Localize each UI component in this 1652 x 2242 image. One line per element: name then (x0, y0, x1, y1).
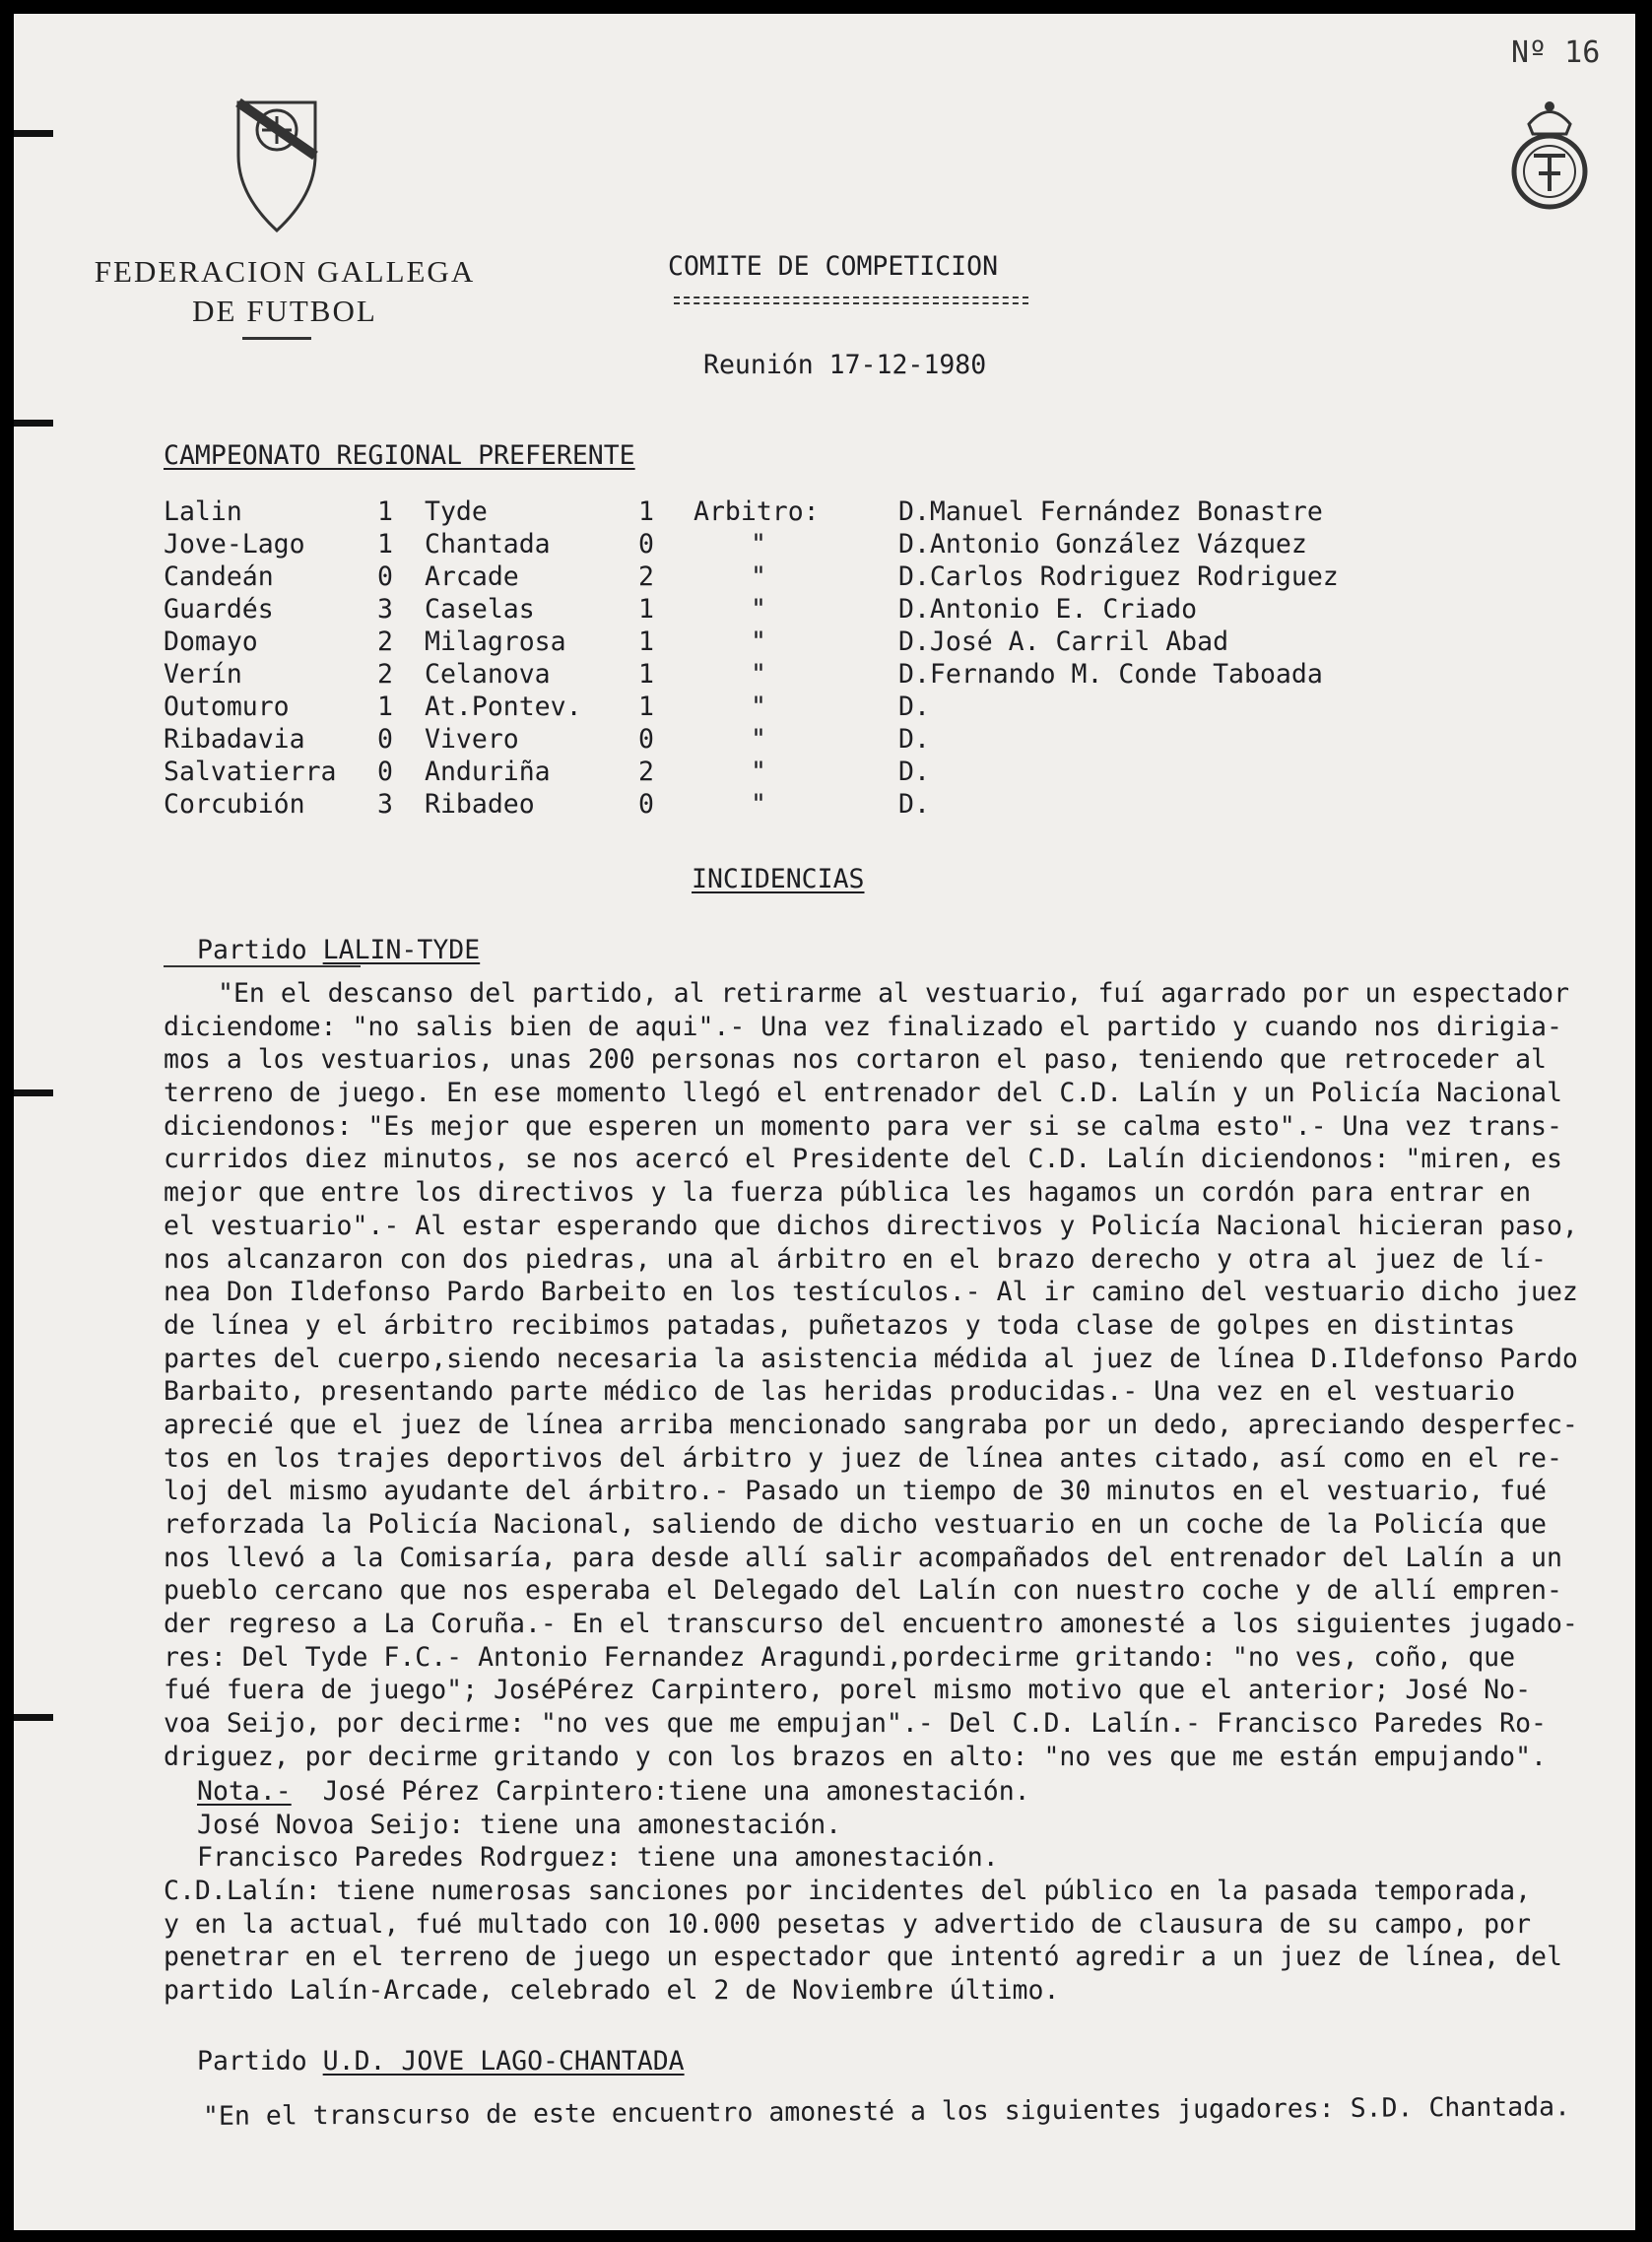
referee-label: " (751, 594, 766, 625)
result-row (164, 626, 1339, 659)
referee-label: Arbitro: (694, 496, 820, 527)
result-row (164, 659, 1339, 692)
note-line: José Novoa Seijo: tiene una amonestación. (197, 1809, 842, 1840)
text-line: Barbaito, presentando parte médico de las heridas producidas.- Una vez en el vestuario (164, 1376, 1516, 1408)
binder-hole-mark (14, 420, 53, 427)
home-team: Corcubión (164, 789, 305, 820)
federation-crest-icon (232, 97, 321, 238)
away-score: 1 (638, 626, 654, 657)
away-team: Arcade (425, 561, 519, 592)
referee-name: D. (898, 757, 930, 787)
away-team: Anduriña (425, 757, 551, 787)
referee-label: " (751, 561, 766, 592)
note-block (197, 1775, 1030, 1875)
royal-federation-crest-icon (1509, 95, 1590, 217)
match2-report-line: "En el transcurso de este encuentro amonesté a los siguientes jugadores: S.D. Chantada. (202, 2091, 1571, 2132)
home-team: Lalin (164, 496, 242, 527)
referee-label: " (751, 626, 766, 657)
text-line: de línea y el árbitro recibimos patadas, puñetazos y toda clase de golpes en distintas (164, 1309, 1516, 1341)
result-row (164, 529, 1339, 561)
text-line: C.D.Lalín: tiene numerosas sanciones por incidentes del público en la pasada temporada, (164, 1876, 1532, 1906)
text-line: voa Seijo, por decirme: "no ves que me empujan".- Del C.D. Lalín.- Francisco Paredes Ro- (164, 1708, 1547, 1740)
referee-name: D.Antonio E. Criado (898, 594, 1198, 625)
referee-label: " (751, 724, 766, 755)
referee-name: D.Manuel Fernández Bonastre (898, 496, 1323, 527)
result-row (164, 789, 1339, 822)
text-line: nos alcanzaron con dos piedras, una al árbitro en el brazo derecho y otra al juez de lí- (164, 1243, 1547, 1275)
text-line: partes del cuerpo,siendo necesaria la asistencia médida al juez de línea D.Ildefonso Pardo (164, 1343, 1578, 1374)
match2-heading: Partido U.D. JOVE LAGO-CHANTADA (197, 2046, 685, 2077)
away-score: 2 (638, 561, 654, 592)
home-score: 3 (377, 594, 393, 625)
club-sanctions (164, 1875, 1562, 2008)
text-line: partido Lalín-Arcade, celebrado el 2 de Noviembre último. (164, 1975, 1060, 2007)
home-team: Guardés (164, 594, 274, 625)
text-line: reforzada la Policía Nacional, saliendo de dicho vestuario en un coche de la Policía que (164, 1509, 1547, 1540)
result-row (164, 692, 1339, 724)
document-page (14, 14, 1635, 2230)
result-row (164, 757, 1339, 789)
text-line: res: Del Tyde F.C.- Antonio Fernandez Aragundi,pordecirme gritando: "no ves, coño, que (164, 1641, 1516, 1673)
match1-heading: Partido LALIN-TYDE (197, 935, 481, 965)
home-team: Outomuro (164, 692, 290, 722)
text-line: loj del mismo ayudante del árbitro.- Pasado un tiempo de 30 minutos en el vestuario, fué (164, 1476, 1547, 1507)
away-team: Caselas (425, 594, 535, 625)
binder-hole-mark (14, 1089, 53, 1096)
home-score: 1 (377, 496, 393, 527)
text-line: diciendonos: "Es mejor que esperen un momento para ver si se calma esto".- Una vez trans- (164, 1110, 1562, 1142)
text-line: penetrar en el terreno de juego un espectador que intentó agredir a un juez de línea, del (164, 1942, 1562, 1973)
text-line: nos llevó a la Comisaría, para desde allí salir acompañados del entrenador del Lalín a un (164, 1542, 1562, 1573)
away-team: Ribadeo (425, 789, 535, 820)
referee-label: " (751, 757, 766, 787)
home-team: Domayo (164, 626, 258, 657)
binder-hole-mark (14, 1714, 53, 1721)
note-line: Francisco Paredes Rodrguez: tiene una amonestación. (197, 1842, 999, 1874)
home-score: 0 (377, 757, 393, 787)
home-score: 0 (377, 724, 393, 755)
text-line: aprecié que el juez de línea arriba mencionado sangraba por un dedo, apreciando desperfec- (164, 1409, 1578, 1440)
referee-label: " (751, 692, 766, 722)
document-number: Nº 16 (1511, 35, 1601, 70)
text-line: tos en los trajes deportivos del árbitro y juez de línea antes citado, así como en el re- (164, 1442, 1562, 1474)
text-line: mos a los vestuarios, unas 200 personas nos cortaron el paso, teniendo que retroceder al (164, 1044, 1547, 1076)
text-line: pueblo cercano que nos esperaba el Delegado del Lalín con nuestro coche y de allí empren- (164, 1575, 1562, 1607)
referee-name: D. (898, 724, 930, 755)
home-score: 0 (377, 561, 393, 592)
referee-name: D.Fernando M. Conde Taboada (898, 659, 1323, 690)
championship-heading: CAMPEONATO REGIONAL PREFERENTE (164, 440, 635, 471)
text-line: nea Don Ildefonso Pardo Barbeito en los testículos.- Al ir camino del vestuario dicho juez (164, 1277, 1578, 1308)
referee-name: D.Antonio González Vázquez (898, 529, 1307, 560)
result-row (164, 594, 1339, 626)
referee-name: D.Carlos Rodriguez Rodriguez (898, 561, 1339, 592)
away-score: 1 (638, 692, 654, 722)
referee-label: " (751, 529, 766, 560)
text-line: mejor que entre los directivos y la fuerza pública les hagamos un cordón para entrar en (164, 1177, 1532, 1209)
results-table (164, 496, 1339, 822)
text-line: der regreso a La Coruña.- En el transcurso del encuentro amonesté a los siguientes jugado- (164, 1609, 1578, 1640)
text-line: terreno de juego. En ese momento llegó el entrenador del C.D. Lalín y un Policía Nacional (164, 1078, 1562, 1109)
text-line: curridos diez minutos, se nos acercó el Presidente del C.D. Lalín diciendonos: "miren, es (164, 1144, 1562, 1175)
text-line: "En el descanso del partido, al retirarme al vestuario, fuí agarrado por un espectador (218, 978, 1570, 1009)
incidents-heading: INCIDENCIAS (692, 864, 865, 894)
away-score: 0 (638, 529, 654, 560)
result-row (164, 724, 1339, 757)
home-score: 2 (377, 626, 393, 657)
home-team: Jove-Lago (164, 529, 305, 560)
text-line: fué fuera de juego"; JoséPérez Carpintero, porel mismo motivo que el anterior; José No- (164, 1675, 1532, 1706)
home-team: Verín (164, 659, 242, 690)
referee-name: D. (898, 789, 930, 820)
text-line: driguez, por decirme gritando y con los brazos en alto: "no ves que me están empujando". (164, 1741, 1547, 1772)
home-score: 1 (377, 529, 393, 560)
referee-name: D.José A. Carril Abad (898, 626, 1229, 657)
away-team: Milagrosa (425, 626, 566, 657)
text-line: diciendome: "no salis bien de aqui".- Una vez finalizado el partido y cuando nos dirigia- (164, 1011, 1562, 1042)
away-team: Tyde (425, 496, 488, 527)
text-line: y en la actual, fué multado con 10.000 pesetas y advertido de clausura de su campo, por (164, 1908, 1532, 1940)
referee-name: D. (898, 692, 930, 722)
home-team: Ribadavia (164, 724, 305, 755)
away-score: 1 (638, 659, 654, 690)
match1-underline (164, 965, 361, 967)
away-score: 0 (638, 724, 654, 755)
result-row (164, 496, 1339, 529)
note-line: Nota.- José Pérez Carpintero:tiene una amonestación. (197, 1776, 1030, 1807)
away-score: 1 (638, 594, 654, 625)
committee-title: COMITE DE COMPETICION (668, 251, 999, 282)
home-team: Candeán (164, 561, 274, 592)
binder-hole-mark (14, 130, 53, 137)
home-score: 1 (377, 692, 393, 722)
home-score: 2 (377, 659, 393, 690)
meeting-date: Reunión 17-12-1980 (703, 350, 987, 380)
referee-label: " (751, 659, 766, 690)
away-score: 0 (638, 789, 654, 820)
away-score: 2 (638, 757, 654, 787)
result-row (164, 561, 1339, 594)
federation-name: FEDERACION GALLEGA DE FUTBOL (94, 254, 476, 328)
match1-report (164, 977, 1578, 1774)
away-score: 1 (638, 496, 654, 527)
away-team: Celanova (425, 659, 551, 690)
away-team: At.Pontev. (425, 692, 582, 722)
home-score: 3 (377, 789, 393, 820)
referee-label: " (751, 789, 766, 820)
double-underline (674, 297, 1028, 304)
text-line: el vestuario".- Al estar esperando que dichos directivos y Policía Nacional hicieran paso, (164, 1210, 1578, 1241)
away-team: Chantada (425, 529, 551, 560)
home-team: Salvatierra (164, 757, 337, 787)
divider (242, 337, 311, 340)
away-team: Vivero (425, 724, 519, 755)
